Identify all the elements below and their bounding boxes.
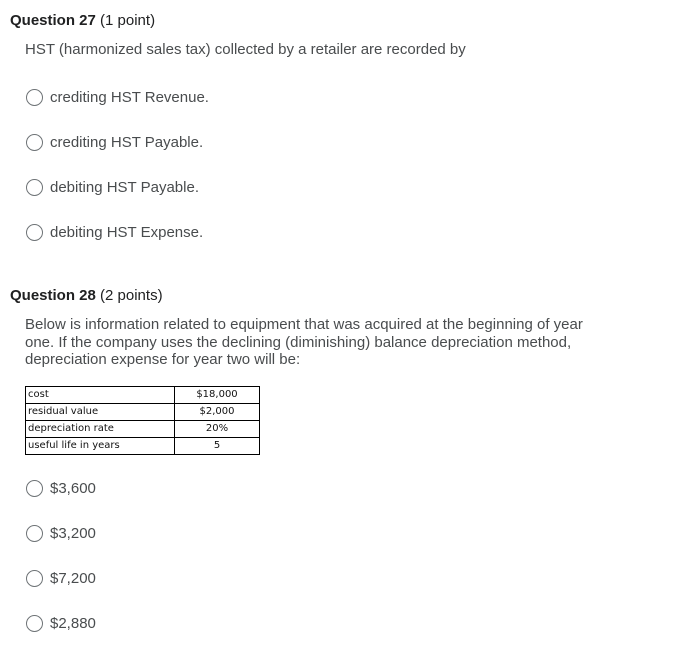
q28-option-2[interactable] <box>26 522 96 544</box>
radio-button[interactable] <box>26 179 43 196</box>
table-row <box>26 438 260 455</box>
option-label: crediting HST Payable. <box>50 133 204 151</box>
q28-option-3[interactable] <box>26 567 96 589</box>
option-label: $3,200 <box>50 524 96 542</box>
q28-option-1[interactable] <box>26 477 96 499</box>
radio-button[interactable] <box>26 89 43 106</box>
q27-option-2[interactable] <box>26 131 203 153</box>
question-points: (2 points) <box>100 287 163 304</box>
question-27-title <box>10 12 155 29</box>
q27-option-4[interactable] <box>26 221 203 243</box>
table-cell-label: cost <box>26 387 175 404</box>
q28-option-4[interactable] <box>26 612 96 634</box>
q27-option-3[interactable] <box>26 176 199 198</box>
radio-button[interactable] <box>26 224 43 241</box>
option-label: debiting HST Expense. <box>50 223 204 241</box>
table-cell-label: useful life in years <box>26 438 175 455</box>
table-row <box>26 387 260 404</box>
question-number: Question 27 <box>10 12 96 29</box>
table-cell-value: $2,000 <box>175 404 260 421</box>
table-cell-value: 5 <box>175 438 260 455</box>
option-label: crediting HST Revenue. <box>50 88 209 106</box>
question-27-prompt: HST (harmonized sales tax) collected by a retailer are recorded by <box>25 41 466 58</box>
option-label: $2,880 <box>50 614 96 632</box>
question-points: (1 point) <box>100 12 156 29</box>
table-row <box>26 421 260 438</box>
question-28-prompt: Below is information related to equipment that was acquired at the beginning of year one. If the company uses the declining (diminishing) balance depreciation method, depreciation expense for year two will be: <box>25 316 583 368</box>
option-label: $7,200 <box>50 569 96 587</box>
radio-button[interactable] <box>26 525 43 542</box>
table-row <box>26 404 260 421</box>
table-cell-value: 20% <box>175 421 260 438</box>
radio-button[interactable] <box>26 570 43 587</box>
table-cell-value: $18,000 <box>175 387 260 404</box>
radio-button[interactable] <box>26 480 43 497</box>
radio-button[interactable] <box>26 134 43 151</box>
question-number: Question 28 <box>10 287 96 304</box>
question-28-title <box>10 287 163 304</box>
radio-button[interactable] <box>26 615 43 632</box>
option-label: $3,600 <box>50 479 96 497</box>
q27-option-1[interactable] <box>26 86 209 108</box>
option-label: debiting HST Payable. <box>50 178 199 196</box>
equipment-info-table <box>25 386 260 455</box>
table-cell-label: depreciation rate <box>26 421 175 438</box>
table-cell-label: residual value <box>26 404 175 421</box>
